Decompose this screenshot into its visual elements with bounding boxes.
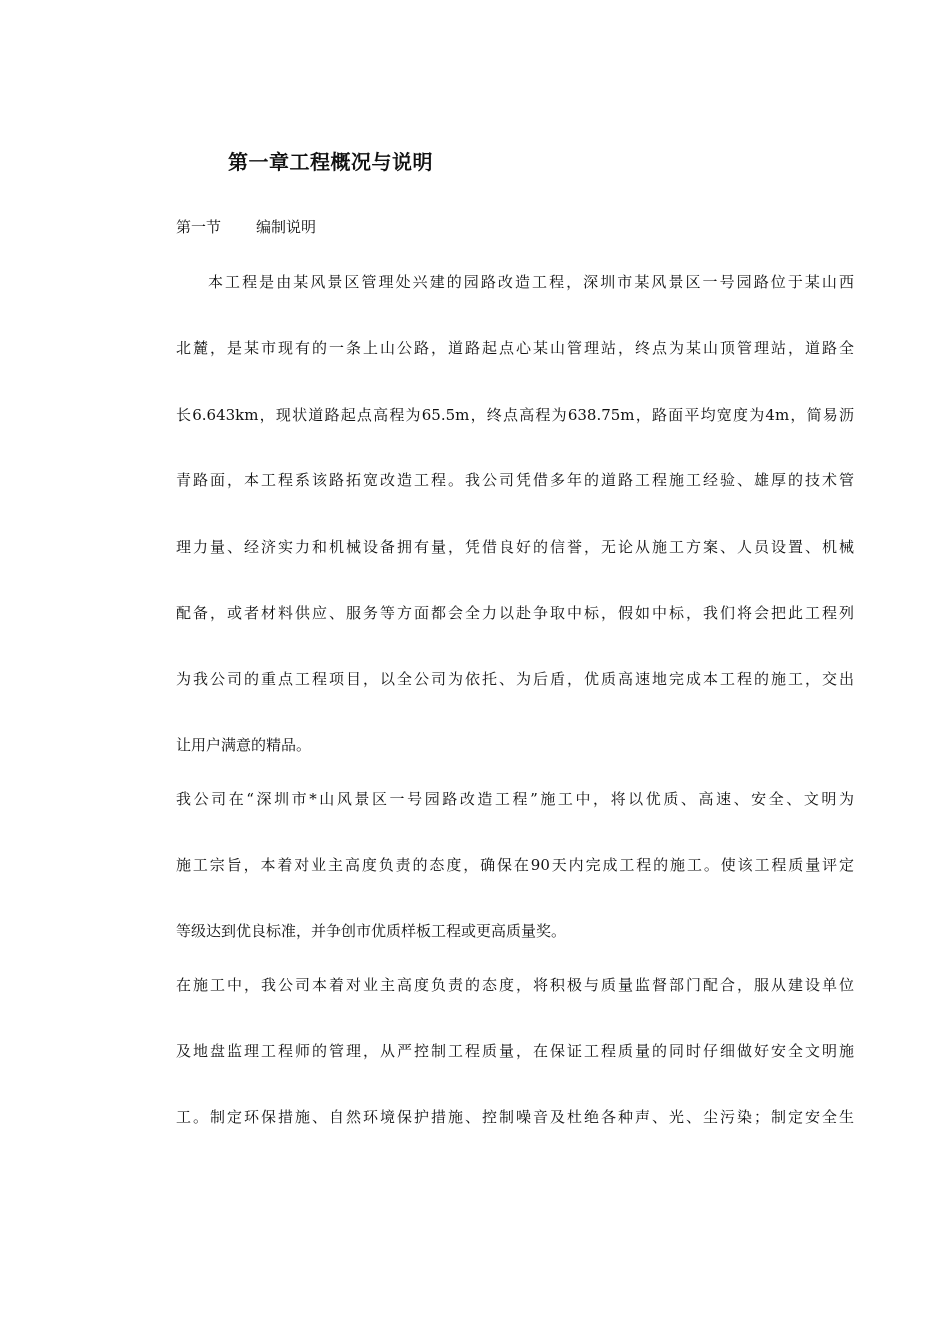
- paragraph-line: 理力量、经济实力和机械设备拥有量，凭借良好的信誉，无论从施工方案、人员设置、机械: [176, 538, 854, 556]
- paragraph-line: 施工宗旨，本着对业主高度负责的态度，确保在90天内完成工程的施工。使该工程质量评定: [176, 856, 854, 874]
- paragraph-line: 配备，或者材料供应、服务等方面都会全力以赴争取中标，假如中标，我们将会把此工程列: [176, 604, 854, 622]
- paragraph-line: 在施工中，我公司本着对业主高度负责的态度，将积极与质量监督部门配合，服从建设单位: [176, 976, 854, 994]
- paragraph-line: 北麓，是某市现有的一条上山公路，道路起点心某山管理站，终点为某山顶管理站，道路全: [176, 339, 854, 357]
- chapter-title: 第一章工程概况与说明: [228, 150, 433, 174]
- section-heading: [176, 216, 316, 237]
- section-title: 编制说明: [256, 218, 317, 236]
- paragraph-line: 青路面，本工程系该路拓宽改造工程。我公司凭借多年的道路工程施工经验、雄厚的技术管: [176, 471, 854, 489]
- paragraph-line: 本工程是由某风景区管理处兴建的园路改造工程，深圳市某风景区一号园路位于某山西: [208, 273, 854, 291]
- paragraph-line: 工。制定环保措施、自然环境保护措施、控制噪音及杜绝各种声、光、尘污染；制定安全生: [176, 1108, 854, 1126]
- paragraph-line: 及地盘监理工程师的管理，从严控制工程质量，在保证工程质量的同时仔细做好安全文明施: [176, 1042, 854, 1060]
- paragraph-line: 让用户满意的精品。: [176, 736, 312, 754]
- paragraph-line: 等级达到优良标准，并争创市优质样板工程或更高质量奖。: [176, 922, 567, 940]
- section-number: 第一节: [176, 218, 222, 236]
- paragraph-line: 为我公司的重点工程项目，以全公司为依托、为后盾，优质高速地完成本工程的施工，交出: [176, 670, 854, 688]
- paragraph-line: 长6.643km，现状道路起点高程为65.5m，终点高程为638.75m，路面平均宽度为4m，简易沥: [176, 406, 854, 424]
- paragraph-line: 我公司在“深圳市*山风景区一号园路改造工程”施工中，将以优质、高速、安全、文明为: [176, 790, 854, 808]
